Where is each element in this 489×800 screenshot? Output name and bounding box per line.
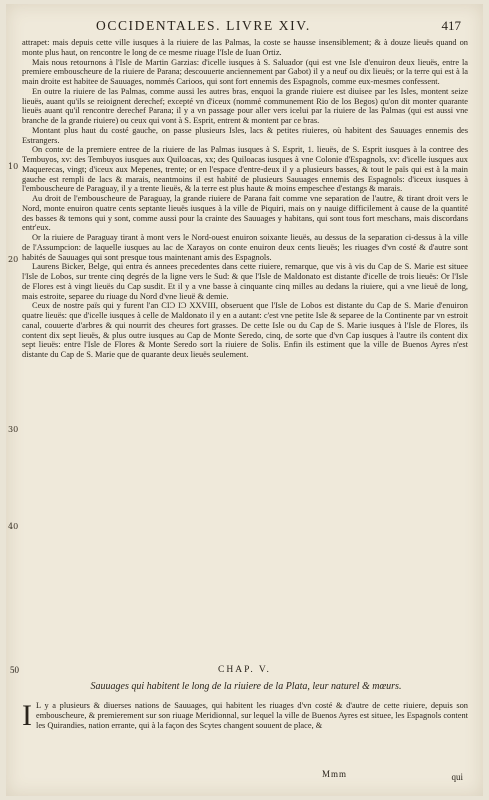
- paragraph: Au droit de l'embouscheure de Paraguay, la grande riuiere de Parana fait comme vne separation de l'autre, & tirant droit vers le Nord, monte enuiron quatre cents septante lieuës iusques à la ville de Piquiri, mais on y nauige difficilement à cause de la quantité des basses & temons qui y sont, comme aussi pour la crainte des Sauuages y habitans, qui sont tous fort meschans, mais discordans entr'eux.: [22, 194, 468, 233]
- chapter-text: L y a plusieurs & diuerses nations de Sauuages, qui habitent les riuages d'vn costé & d'autre de cette riuiere, depuis son embouscheure, & premierement sur son riuage Meridionnal, sur lequel la ville de Buenos Ayres est situee, les Espagnols content les Quirandies, nation errante, qui à la façon des Scytes changent souuent de place, &: [36, 701, 468, 730]
- margin-line-number: 30: [8, 425, 19, 434]
- chapter-title: Sauuages qui habitent le long de la riuiere de la Plata, leur naturel & mœurs.: [90, 681, 402, 692]
- page-header: [6, 18, 483, 36]
- book-page: [6, 4, 483, 796]
- margin-line-number: 50: [10, 665, 19, 675]
- paragraph: Ceux de nostre païs qui y furent l'an CIƆ IƆ XXVIII, obseruent que l'Isle de Lobos est distante du Cap de S. Marie d'enuiron quatre lieuës: que d'icelle iusques à celle de Maldonato il y en a autant: c'est vne petite Isle & separee de la Continente par vn estroit canal, couuerte d'arbres & qui nourrit des cheures fort grasses. De cette Isle ou du Cap de S. Marie iusques à l'Isle de Flores, ils content dix sept lieuës, & plus outre iusques au Cap de Monte Seredo, cinq, de sorte que d'vn Cap iusques à l'autre ils content dix sept lieuës: entre l'Isle de Flores & Monte Seredo sort la riuiere de Solis. Enfin ils estiment que la ville de Buenos Ayres n'est distante du Cap de S. Marie que de quarante deux lieuës seulement.: [22, 301, 468, 359]
- main-text: [22, 38, 468, 360]
- margin-line-number: 10: [8, 162, 19, 171]
- paragraph: On conte de la premiere entree de la riuiere de las Palmas iusques à S. Esprit, 1. lieuës, de S. Esprit iusques à la contree des Tembuyos, xv: des Tembuyos iusques aux Quiloacas, xx; des Quiloacas iusques à vne Colonie d'Espagnols, xv: d'icelle iusques aux Maquerecas, vingt; d'iceux aux Mepenes, trente; or en l'espace d'entre-deux il y a plusieurs basses, & tout le païs qui est à la main gauche est rempli de lacs & marais, neantmoins il est habité de plusieurs Sauuages ennemis des Espagnols: d'iceux iusques à l'embouscheure de Paraguay, il y a trente lieuës, & la terre est plus haute & moins empeschee d'estangs & marais.: [22, 145, 468, 194]
- chapter-body: [22, 701, 468, 730]
- paragraph: Or la riuiere de Paraguay tirant à mont vers le Nord-ouest enuiron soixante lieuës, au dessus de la separation ci-dessus à la ville de l'Assumpcion: de laquelle iusques au lac de Xarayos on conte enuiron deux cents lieuës; les riuages d'vn costé & d'autre sont habités de Sauuages qui sont presque tous maintenant amis des Espagnols.: [22, 233, 468, 262]
- paragraph: En outre la riuiere de las Palmas, comme aussi les autres bras, enquoi la grande riuiere est diuisee par les Isles, montent seize lieuës, auant qu'ils se reioignent derechef; excepté vn d'iceux (nommé communement Rio de los Begos) qu'on dit monter quarante lieuës auant qu'il rencontre derechef Parana; il y a vn passage pour aller vers icelui par la riuiere de las Palmas (qui est aussi vne branche de la grande riuiere) ou ceux qui vont à S. Esprit, entrent & montent par ce bras.: [22, 86, 468, 125]
- chapter-heading: CHAP. V.: [218, 665, 271, 675]
- margin-line-number: 20: [8, 255, 19, 264]
- paragraph: Mais nous retournons à l'Isle de Martin Garzias: d'icelle iusques à S. Saluador (qui est vne Isle d'enuiron deux lieuës, entre la premiere embouscheure de la riuiere de Parana; descouuerte anciennement par Gabot) il y a neuf ou dix lieuës; or la terre qui est à la main droite est habitee de Sauuages, nommés Carioos, qui sont fort ennemis des Espagnols, comme eux-mesmes confessent.: [22, 57, 468, 86]
- margin-line-number: 40: [8, 522, 19, 531]
- running-head: OCCIDENTALES. LIVRE XIV.: [96, 18, 311, 33]
- paragraph: attrapet: mais depuis cette ville iusques à la riuiere de las Palmas, la coste se hausse insensiblement; & à douze lieuës quand on monte plus haut, on rencontre le long de ce mesme riuage l'Isle de Iuan Ortiz.: [22, 38, 468, 57]
- drop-cap: I: [22, 699, 32, 732]
- paragraph: Montant plus haut du costé gauche, on passe plusieurs Isles, lacs & petites riuieres, où habitent des Sauuages ennemis des Estrangers.: [22, 125, 468, 145]
- paragraph: Laurens Bicker, Belge, qui entra és annees precedentes dans cette riuiere, remarque, que vis à vis du Cap de S. Marie est situee l'Isle de Lobos, sur trente cinq degrés de la ligne vers le Sud: & que l'Isle de Maldonato est distante d'icelle de trois lieuës: Or l'Isle de Flores est à vingt lieuës du Cap susdit. Et il y a vne basse à cinquante cinq milles au dedans la riuiere, qui a vne lieuë de long, mais estroite, separee du riuage du Nord d'vne lieuë & demie.: [22, 262, 468, 301]
- catchword: qui: [451, 772, 463, 782]
- signature-mark: Mmm: [322, 769, 348, 779]
- page-number: 417: [441, 18, 461, 33]
